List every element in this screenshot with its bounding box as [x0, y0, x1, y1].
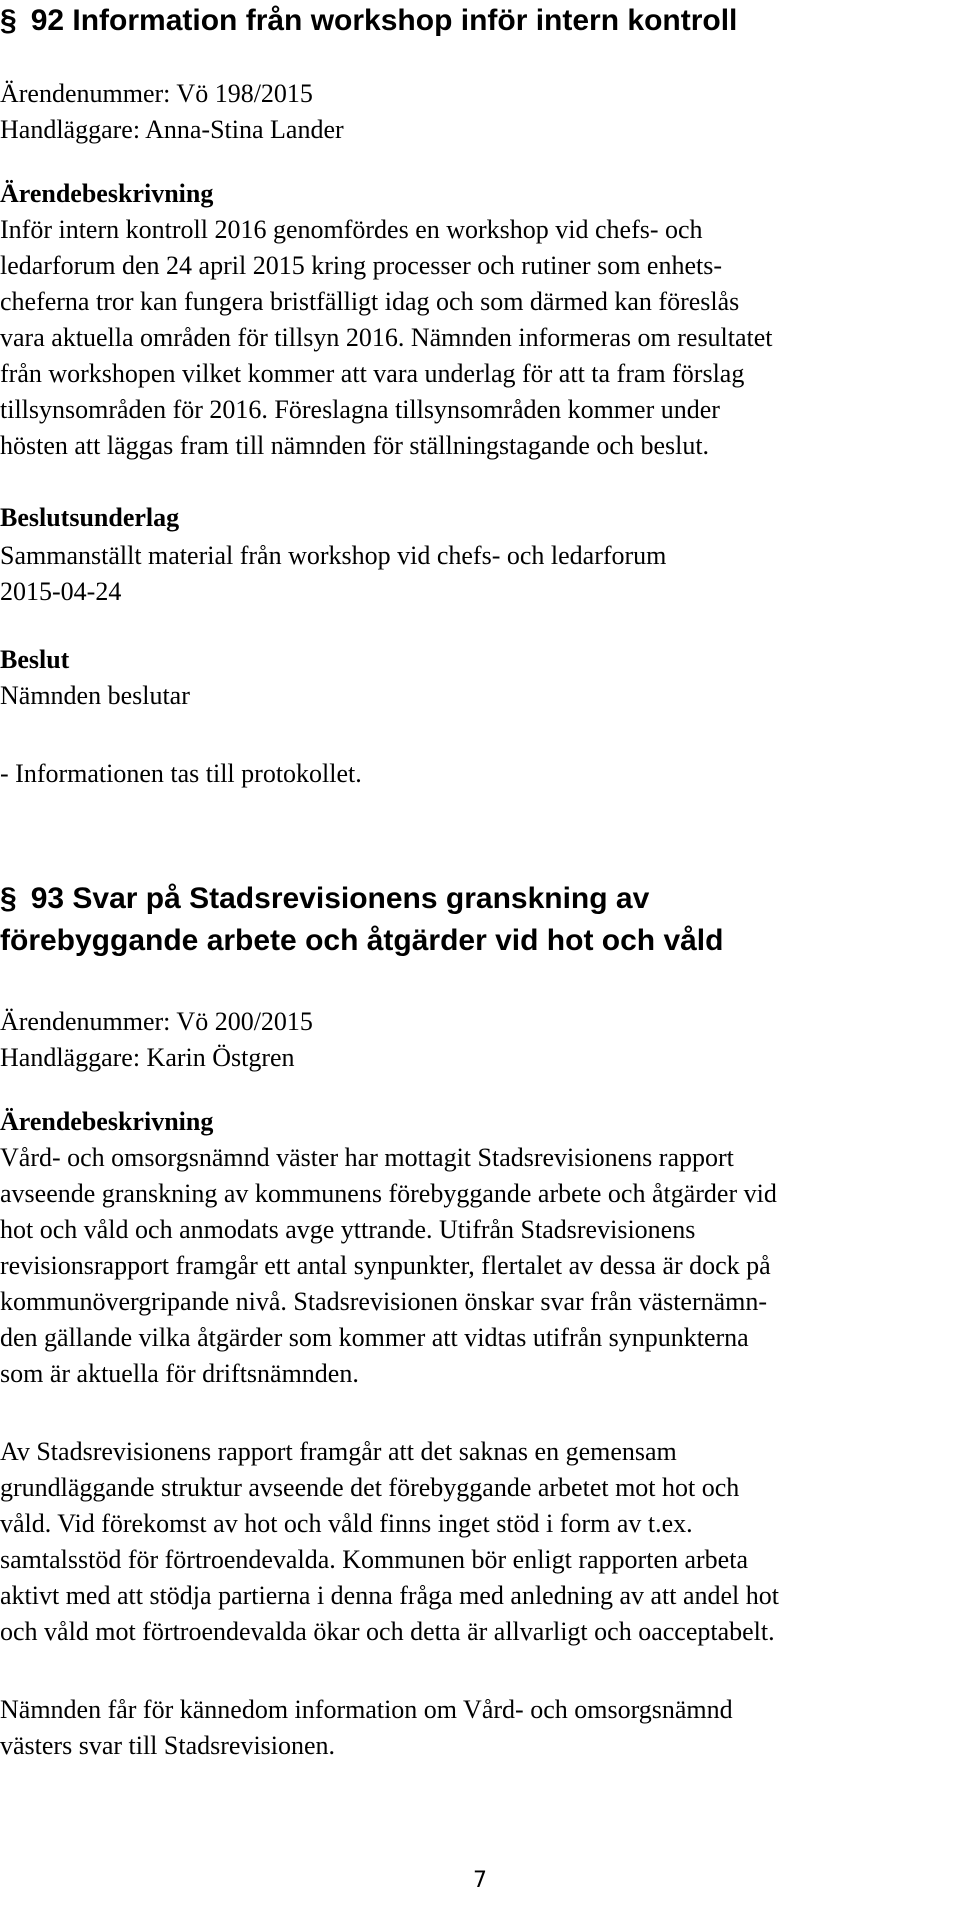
section-92-basis	[0, 538, 948, 610]
section-92-decision-item: - Informationen tas till protokollet.	[0, 759, 362, 788]
paragraph-sign: §	[0, 882, 17, 915]
section-93-paragraph-2	[0, 1434, 948, 1650]
text-line: vara aktuella områden för tillsyn 2016. Nämnden informeras om resultatet	[0, 323, 773, 352]
text-line: som är aktuella för driftsnämnden.	[0, 1359, 359, 1388]
text-line: kommunövergripande nivå. Stadsrevisionen önskar svar från västernämn-	[0, 1287, 768, 1316]
text-line: ledarforum den 24 april 2015 kring processer och rutiner som enhets-	[0, 251, 723, 280]
text-line: västers svar till Stadsrevisionen.	[0, 1731, 336, 1760]
text-line: Sammanställt material från workshop vid chefs- och ledarforum	[0, 541, 667, 570]
section-92-heading	[0, 0, 950, 42]
section-92-description-heading: Ärendebeskrivning	[0, 179, 214, 208]
section-92-description	[0, 212, 948, 464]
text-line: Inför intern kontroll 2016 genomfördes en workshop vid chefs- och	[0, 215, 703, 244]
text-line: grundläggande struktur avseende det förebyggande arbetet mot hot och	[0, 1473, 740, 1502]
section-92-decision-intro: Nämnden beslutar	[0, 681, 190, 710]
text-line: Nämnden får för kännedom information om Vård- och omsorgsnämnd	[0, 1695, 733, 1724]
text-line: tillsynsområden för 2016. Föreslagna tillsynsområden kommer under	[0, 395, 720, 424]
text-line: Av Stadsrevisionens rapport framgår att det saknas en gemensam	[0, 1437, 677, 1466]
section-93-paragraph-1	[0, 1140, 948, 1392]
section-93-title-line-2: förebyggande arbete och åtgärder vid hot och våld	[0, 924, 724, 957]
section-92-basis-heading: Beslutsunderlag	[0, 503, 180, 532]
text-line: revisionsrapport framgår ett antal synpunkter, flertalet av dessa är dock på	[0, 1251, 771, 1280]
page-number: 7	[473, 1868, 487, 1893]
text-line: från workshopen vilket kommer att vara underlag för att ta fram förslag	[0, 359, 745, 388]
text-line: och våld mot förtroendevalda ökar och detta är allvarligt och oacceptabelt.	[0, 1617, 775, 1646]
text-line: hösten att läggas fram till nämnden för ställningstagande och beslut.	[0, 431, 710, 460]
text-line: våld. Vid förekomst av hot och våld finns inget stöd i form av t.ex.	[0, 1509, 693, 1538]
text-line: den gällande vilka åtgärder som kommer att vidtas utifrån synpunkterna	[0, 1323, 749, 1352]
text-line: cheferna tror kan fungera bristfälligt idag och som därmed kan föreslås	[0, 287, 740, 316]
section-92-case-officer: Handläggare: Anna-Stina Lander	[0, 115, 344, 144]
section-93-case-number: Ärendenummer: Vö 200/2015	[0, 1007, 313, 1036]
section-93-description-heading: Ärendebeskrivning	[0, 1107, 214, 1136]
text-line: avseende granskning av kommunens förebyggande arbete och åtgärder vid	[0, 1179, 777, 1208]
text-line: hot och våld och anmodats avge yttrande. Utifrån Stadsrevisionens	[0, 1215, 696, 1244]
text-line: aktivt med att stödja partierna i denna fråga med anledning av att andel hot	[0, 1581, 779, 1610]
section-93-title-line-1: 93 Svar på Stadsrevisionens granskning av	[30, 882, 650, 915]
section-93-case-officer: Handläggare: Karin Östgren	[0, 1043, 295, 1072]
text-line: Vård- och omsorgsnämnd väster har mottagit Stadsrevisionens rapport	[0, 1143, 734, 1172]
section-92-title: 92 Information från workshop inför intern kontroll	[30, 4, 738, 37]
text-line: samtalsstöd för förtroendevalda. Kommunen bör enligt rapporten arbeta	[0, 1545, 748, 1574]
section-92-decision-heading: Beslut	[0, 645, 70, 674]
paragraph-sign: §	[0, 4, 17, 37]
section-92-case-number: Ärendenummer: Vö 198/2015	[0, 79, 313, 108]
section-93-heading	[0, 878, 950, 962]
section-93-paragraph-3	[0, 1692, 948, 1764]
text-line: 2015-04-24	[0, 577, 122, 606]
